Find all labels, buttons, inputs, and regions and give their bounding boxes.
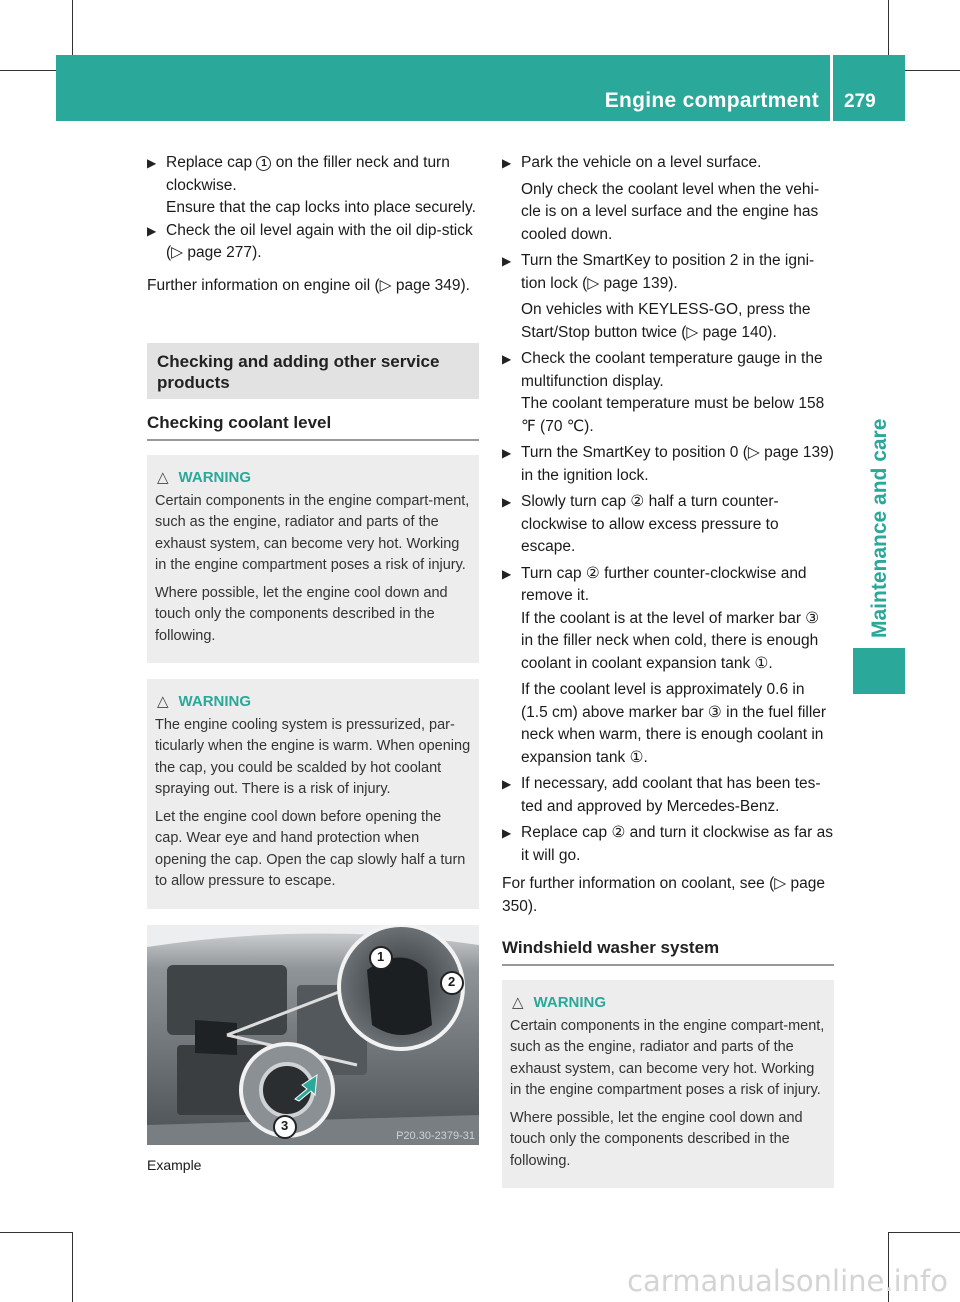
step-arrow-icon: ▶ <box>502 777 512 791</box>
step-arrow-icon: ▶ <box>502 254 512 268</box>
list-item: ▶ Check the oil level again with the oil dip-stick (▷ page 277). <box>147 221 473 261</box>
crop-mark <box>0 1232 72 1233</box>
warning-title: △ WARNING <box>155 467 471 489</box>
photo-caption: Example <box>147 1156 202 1173</box>
warning-triangle-icon: △ <box>157 469 169 486</box>
right-column <box>502 152 834 1188</box>
side-tab-marker <box>853 648 905 694</box>
step-arrow-icon: ▶ <box>502 826 512 840</box>
warning-title: △ WARNING <box>155 691 471 713</box>
further-info: For further information on coolant, see (▷ page 350). <box>502 875 825 915</box>
further-info: Further information on engine oil (▷ page 349). <box>147 276 470 294</box>
crop-mark <box>888 1232 960 1233</box>
section-heading: Checking and adding other service products <box>147 343 479 399</box>
warning-box: △ WARNING The engine cooling system is pressurized, par-ticularly when the engine is warm. When opening the cap, you could be scalded by hot coolant spraying out. There is a risk of injury. Let the engine cool down before opening the cap. Wear eye and hand protection when opening the cap. Open the cap slowly half a turn to allow pressure to escape. <box>147 679 479 909</box>
step-arrow-icon: ▶ <box>147 223 157 238</box>
step-arrow-icon: ▶ <box>502 156 512 170</box>
page-reference[interactable]: ▷ page 277 <box>171 244 253 261</box>
subheading: Checking coolant level <box>147 413 479 441</box>
page-number: 279 <box>844 91 876 112</box>
page-header <box>56 55 905 121</box>
header-divider <box>830 55 833 121</box>
step-arrow-icon: ▶ <box>147 156 157 170</box>
warning-triangle-icon: △ <box>157 693 169 710</box>
step-arrow-icon: ▶ <box>502 446 512 460</box>
section-title: Engine compartment <box>604 89 819 112</box>
list-item: ▶ Check the coolant temperature gauge in the multifunction display. The coolant temperature must be below 158 ℉ (70 ℃). <box>502 350 825 435</box>
crop-mark <box>72 1232 73 1302</box>
image-code: P20.30-2379-31 <box>396 1129 475 1142</box>
callout-number: 1 <box>256 156 271 171</box>
side-tab-label: Maintenance and care <box>868 418 891 638</box>
engine-photo <box>147 925 479 1145</box>
list-item: ▶ Turn the SmartKey to position 2 in the igni-tion lock (▷ page 139). On vehicles with KEYLESS-GO, press the Start/Stop button twice (▷ page 140). <box>502 252 815 341</box>
list-item: ▶ Replace cap ② and turn it clockwise as far as it will go. <box>502 824 833 864</box>
engine-illustration <box>147 925 479 1145</box>
warning-title: △ WARNING <box>510 992 826 1014</box>
list-item: ▶ Turn the SmartKey to position 0 (▷ page 139) in the ignition lock. <box>502 444 834 484</box>
list-item: ▶ If necessary, add coolant that has been tes-ted and approved by Mercedes-Benz. <box>502 775 821 815</box>
step-arrow-icon: ▶ <box>502 495 512 509</box>
step-arrow-icon: ▶ <box>502 352 512 366</box>
subheading: Windshield washer system <box>502 938 834 966</box>
watermark: carmanualsonline.info <box>627 1264 948 1298</box>
left-column <box>147 152 479 1173</box>
callout-2: 2 <box>448 973 456 989</box>
step-arrow-icon: ▶ <box>502 566 512 581</box>
list-item: ▶ Replace cap 1 on the filler neck and turn clockwise. Ensure that the cap locks into place securely. <box>147 154 476 216</box>
list-item: ▶ Park the vehicle on a level surface. Only check the coolant level when the vehi-cle is on a level surface and the engine has cooled down. <box>502 154 820 243</box>
list-item: ▶ Turn cap ② further counter-clockwise and remove it. If the coolant is at the level of marker bar ③ in the filler neck when cold, there is enough coolant in coolant expansion tank ①. If the coolant level is approximately 0.6 in (1.5 cm) above marker bar ③ in the fuel filler neck when warm, there is enough coolant in expansion tank ①. <box>502 564 827 766</box>
callout-3: 3 <box>281 1117 289 1133</box>
side-tab <box>862 370 898 640</box>
warning-triangle-icon: △ <box>512 994 524 1011</box>
warning-box: △ WARNING Certain components in the engine compart-ment, such as the engine, radiator and parts of the exhaust system, can become very hot. Working in the engine compartment poses a risk of injury. Where possible, let the engine cool down and touch only the components described in the following. <box>147 455 479 663</box>
warning-box: △ WARNING Certain components in the engine compart-ment, such as the engine, radiator and parts of the exhaust system, can become very hot. Working in the engine compartment poses a risk of injury. Where possible, let the engine cool down and touch only the components described in the following. <box>502 980 834 1188</box>
list-item: ▶ Slowly turn cap ② half a turn counter-clockwise to allow excess pressure to escape. <box>502 493 779 555</box>
callout-1: 1 <box>377 948 385 964</box>
